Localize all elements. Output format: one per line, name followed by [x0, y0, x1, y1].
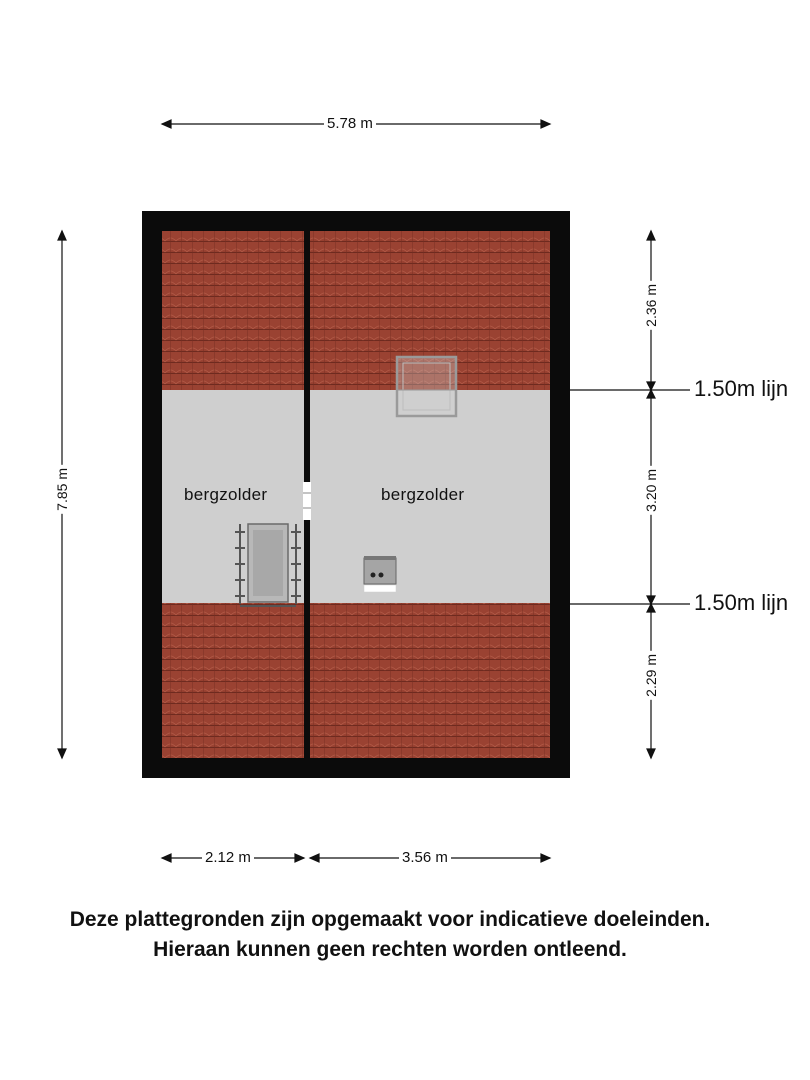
skylight-icon [397, 357, 456, 416]
room-label-right: bergzolder [381, 485, 465, 504]
dimension-label-top: 5.78 m [324, 115, 376, 133]
dimension-label-right-middle: 3.20 m [643, 466, 659, 515]
door-opening [303, 482, 311, 520]
dimension-label-right-bottom: 2.29 m [643, 651, 659, 700]
dimension-label-left: 7.85 m [54, 465, 70, 514]
dimension-label-bottom-right: 3.56 m [399, 849, 451, 867]
height-line-label-upper: 1.50m lijn [694, 376, 789, 401]
disclaimer-line-1: Deze plattegronden zijn opgemaakt voor indicatieve doeleinden. [69, 908, 711, 931]
dimension-label-bottom-left: 2.12 m [202, 849, 254, 867]
room-label-left: bergzolder [184, 485, 268, 504]
dimension-label-right-top: 2.36 m [643, 281, 659, 330]
disclaimer-line-2: Hieraan kunnen geen rechten worden ontleend. [153, 938, 627, 961]
height-line-label-lower: 1.50m lijn [694, 590, 789, 615]
boiler-icon [364, 556, 396, 592]
